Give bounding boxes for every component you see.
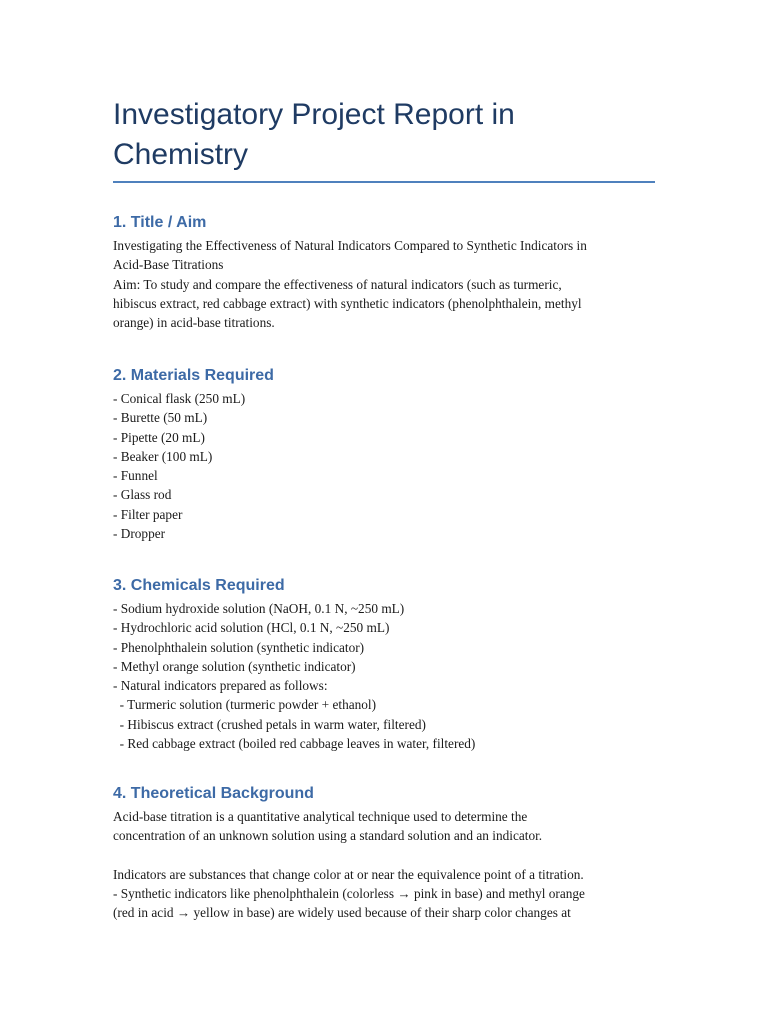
- section-theoretical-background: [113, 783, 585, 922]
- section-heading: 2. Materials Required: [113, 367, 274, 384]
- section-materials: [113, 365, 274, 543]
- list-item: - Methyl orange solution (synthetic indicator): [113, 658, 356, 674]
- section-heading: 1. Title / Aim: [113, 214, 207, 231]
- section-title-aim: [113, 212, 587, 332]
- section-chemicals: [113, 575, 475, 753]
- text-line: - Synthetic indicators like phenolphthalein (colorless → pink in base) and methyl orange: [113, 885, 585, 901]
- title-underline: [113, 181, 655, 183]
- text-line: Acid-Base Titrations: [113, 257, 224, 273]
- list-item: - Glass rod: [113, 487, 172, 503]
- section-heading: 3. Chemicals Required: [113, 577, 285, 594]
- list-item: - Red cabbage extract (boiled red cabbage leaves in water, filtered): [113, 736, 476, 752]
- list-item: - Beaker (100 mL): [113, 448, 213, 464]
- title-line-1: Investigatory Project Report in: [113, 98, 515, 131]
- list-item: - Hydrochloric acid solution (HCl, 0.1 N, ~250 mL): [113, 620, 390, 636]
- text-line: (red in acid → yellow in base) are widely used because of their sharp color changes at: [113, 905, 571, 921]
- list-item: - Filter paper: [113, 506, 183, 522]
- list-item: - Dropper: [113, 526, 166, 542]
- list-item: - Hibiscus extract (crushed petals in warm water, filtered): [113, 716, 426, 732]
- list-item: - Sodium hydroxide solution (NaOH, 0.1 N, ~250 mL): [113, 601, 405, 616]
- list-item: - Burette (50 mL): [113, 410, 208, 426]
- text-line: hibiscus extract, red cabbage extract) with synthetic indicators (phenolphthalein, methyl: [113, 295, 582, 311]
- list-item: - Pipette (20 mL): [113, 429, 205, 445]
- text-line: Acid-base titration is a quantitative analytical technique used to determine the: [113, 809, 528, 824]
- list-item: - Conical flask (250 mL): [113, 391, 246, 406]
- list-item: - Natural indicators prepared as follows:: [113, 678, 328, 694]
- list-item: - Turmeric solution (turmeric powder + ethanol): [113, 697, 377, 713]
- text-line: Aim: To study and compare the effectiveness of natural indicators (such as turmeric,: [113, 276, 562, 292]
- paragraph-gap: [113, 846, 585, 865]
- section-heading: 4. Theoretical Background: [113, 785, 314, 802]
- text-line: Indicators are substances that change color at or near the equivalence point of a titration.: [113, 866, 584, 882]
- list-item: - Funnel: [113, 468, 158, 484]
- text-line: orange) in acid-base titrations.: [113, 315, 275, 331]
- text-line: Investigating the Effectiveness of Natural Indicators Compared to Synthetic Indicators in: [113, 238, 587, 253]
- text-line: concentration of an unknown solution using a standard solution and an indicator.: [113, 828, 543, 844]
- document-page: [113, 0, 655, 921]
- title-line-2: Chemistry: [113, 138, 249, 171]
- list-item: - Phenolphthalein solution (synthetic indicator): [113, 639, 365, 655]
- document-title: [113, 0, 655, 175]
